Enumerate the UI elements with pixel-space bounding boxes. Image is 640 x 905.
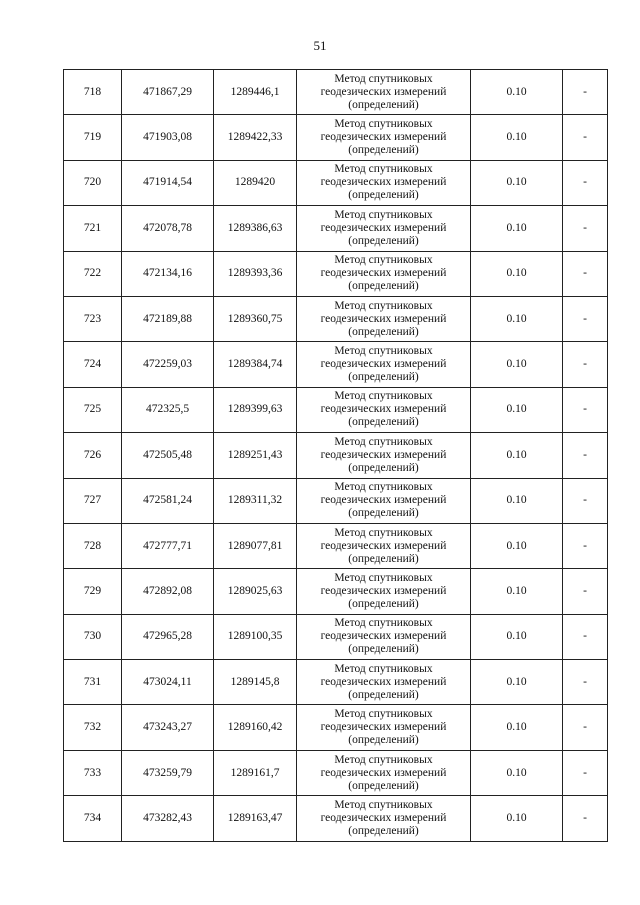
y-coordinate-cell: 1289420: [214, 160, 297, 205]
y-coordinate-cell: 1289145,8: [214, 660, 297, 705]
accuracy-cell: 0.10: [471, 796, 563, 841]
table-row: [64, 115, 608, 160]
method-cell: [297, 70, 471, 115]
y-coordinate-cell: 1289311,32: [214, 478, 297, 523]
note-cell: -: [563, 478, 608, 523]
method-line: геодезических измерений: [320, 811, 447, 824]
method-line: (определений): [348, 552, 419, 565]
method-line: Метод спутниковых: [334, 662, 433, 675]
accuracy-cell: 0.10: [471, 750, 563, 795]
method-line: геодезических измерений: [320, 539, 447, 552]
method-line: геодезических измерений: [320, 85, 447, 98]
accuracy-cell: 0.10: [471, 387, 563, 432]
method-line: Метод спутниковых: [334, 526, 433, 539]
y-coordinate-cell: 1289360,75: [214, 296, 297, 341]
method-cell: [297, 387, 471, 432]
point-number-cell: 720: [64, 160, 122, 205]
method-line: геодезических измерений: [320, 494, 447, 507]
point-number-cell: 730: [64, 614, 122, 659]
method-line: (определений): [348, 189, 419, 202]
method-cell: [297, 342, 471, 387]
y-coordinate-cell: 1289393,36: [214, 251, 297, 296]
method-cell: [297, 796, 471, 841]
note-cell: -: [563, 705, 608, 750]
method-line: геодезических измерений: [320, 630, 447, 643]
point-number-cell: 726: [64, 433, 122, 478]
method-line: Метод спутниковых: [334, 72, 433, 85]
method-line: Метод спутниковых: [334, 299, 433, 312]
x-coordinate-cell: 472965,28: [122, 614, 214, 659]
y-coordinate-cell: 1289025,63: [214, 569, 297, 614]
x-coordinate-cell: 473024,11: [122, 660, 214, 705]
note-cell: -: [563, 70, 608, 115]
point-number-cell: 728: [64, 523, 122, 568]
method-line: Метод спутниковых: [334, 118, 433, 131]
method-line: Метод спутниковых: [334, 617, 433, 630]
table-row: [64, 387, 608, 432]
method-line: Метод спутниковых: [334, 390, 433, 403]
table-row: [64, 569, 608, 614]
table-row: [64, 296, 608, 341]
method-line: Метод спутниковых: [334, 481, 433, 494]
accuracy-cell: 0.10: [471, 660, 563, 705]
method-line: геодезических измерений: [320, 675, 447, 688]
x-coordinate-cell: 473243,27: [122, 705, 214, 750]
method-cell: [297, 569, 471, 614]
table-row: [64, 523, 608, 568]
accuracy-cell: 0.10: [471, 478, 563, 523]
x-coordinate-cell: 472892,08: [122, 569, 214, 614]
table-row: [64, 660, 608, 705]
method-cell: [297, 160, 471, 205]
method-cell: [297, 115, 471, 160]
table-row: [64, 160, 608, 205]
method-line: геодезических измерений: [320, 358, 447, 371]
note-cell: -: [563, 433, 608, 478]
accuracy-cell: 0.10: [471, 70, 563, 115]
x-coordinate-cell: 472581,24: [122, 478, 214, 523]
y-coordinate-cell: 1289251,43: [214, 433, 297, 478]
note-cell: -: [563, 342, 608, 387]
point-number-cell: 732: [64, 705, 122, 750]
method-line: геодезических измерений: [320, 721, 447, 734]
note-cell: -: [563, 296, 608, 341]
y-coordinate-cell: 1289160,42: [214, 705, 297, 750]
y-coordinate-cell: 1289399,63: [214, 387, 297, 432]
point-number-cell: 719: [64, 115, 122, 160]
point-number-cell: 723: [64, 296, 122, 341]
method-line: (определений): [348, 507, 419, 520]
method-cell: [297, 433, 471, 478]
coordinates-table: [63, 69, 608, 842]
accuracy-cell: 0.10: [471, 705, 563, 750]
method-line: Метод спутниковых: [334, 798, 433, 811]
method-line: (определений): [348, 643, 419, 656]
coordinates-table-body: [64, 70, 608, 842]
method-line: Метод спутниковых: [334, 345, 433, 358]
table-row: [64, 750, 608, 795]
method-cell: [297, 750, 471, 795]
method-line: (определений): [348, 461, 419, 474]
y-coordinate-cell: 1289100,35: [214, 614, 297, 659]
table-row: [64, 614, 608, 659]
method-line: (определений): [348, 234, 419, 247]
method-cell: [297, 614, 471, 659]
method-cell: [297, 523, 471, 568]
table-row: [64, 796, 608, 841]
method-line: Метод спутниковых: [334, 208, 433, 221]
method-line: геодезических измерений: [320, 176, 447, 189]
point-number-cell: 729: [64, 569, 122, 614]
note-cell: -: [563, 796, 608, 841]
x-coordinate-cell: 472325,5: [122, 387, 214, 432]
method-line: геодезических измерений: [320, 584, 447, 597]
note-cell: -: [563, 115, 608, 160]
point-number-cell: 724: [64, 342, 122, 387]
accuracy-cell: 0.10: [471, 115, 563, 160]
method-cell: [297, 296, 471, 341]
method-cell: [297, 251, 471, 296]
point-number-cell: 721: [64, 206, 122, 251]
method-line: (определений): [348, 597, 419, 610]
x-coordinate-cell: 472777,71: [122, 523, 214, 568]
method-line: Метод спутниковых: [334, 254, 433, 267]
table-row: [64, 206, 608, 251]
accuracy-cell: 0.10: [471, 160, 563, 205]
point-number-cell: 725: [64, 387, 122, 432]
method-line: геодезических измерений: [320, 267, 447, 280]
x-coordinate-cell: 472189,88: [122, 296, 214, 341]
table-row: [64, 705, 608, 750]
y-coordinate-cell: 1289446,1: [214, 70, 297, 115]
y-coordinate-cell: 1289163,47: [214, 796, 297, 841]
method-line: геодезических измерений: [320, 403, 447, 416]
accuracy-cell: 0.10: [471, 296, 563, 341]
method-line: геодезических измерений: [320, 131, 447, 144]
accuracy-cell: 0.10: [471, 569, 563, 614]
note-cell: -: [563, 387, 608, 432]
accuracy-cell: 0.10: [471, 251, 563, 296]
method-line: (определений): [348, 371, 419, 384]
method-line: (определений): [348, 98, 419, 111]
table-row: [64, 342, 608, 387]
method-line: (определений): [348, 779, 419, 792]
note-cell: -: [563, 251, 608, 296]
x-coordinate-cell: 472505,48: [122, 433, 214, 478]
method-cell: [297, 660, 471, 705]
note-cell: -: [563, 614, 608, 659]
note-cell: -: [563, 750, 608, 795]
point-number-cell: 733: [64, 750, 122, 795]
method-line: Метод спутниковых: [334, 708, 433, 721]
method-line: (определений): [348, 416, 419, 429]
y-coordinate-cell: 1289422,33: [214, 115, 297, 160]
accuracy-cell: 0.10: [471, 614, 563, 659]
point-number-cell: 731: [64, 660, 122, 705]
method-cell: [297, 705, 471, 750]
accuracy-cell: 0.10: [471, 433, 563, 478]
table-row: [64, 251, 608, 296]
y-coordinate-cell: 1289386,63: [214, 206, 297, 251]
table-row: [64, 433, 608, 478]
x-coordinate-cell: 472134,16: [122, 251, 214, 296]
method-line: (определений): [348, 824, 419, 837]
note-cell: -: [563, 660, 608, 705]
method-line: (определений): [348, 280, 419, 293]
x-coordinate-cell: 471867,29: [122, 70, 214, 115]
method-line: Метод спутниковых: [334, 571, 433, 584]
point-number-cell: 727: [64, 478, 122, 523]
accuracy-cell: 0.10: [471, 206, 563, 251]
method-line: Метод спутниковых: [334, 163, 433, 176]
x-coordinate-cell: 472259,03: [122, 342, 214, 387]
method-line: Метод спутниковых: [334, 435, 433, 448]
point-number-cell: 722: [64, 251, 122, 296]
y-coordinate-cell: 1289161,7: [214, 750, 297, 795]
point-number-cell: 718: [64, 70, 122, 115]
point-number-cell: 734: [64, 796, 122, 841]
method-line: (определений): [348, 325, 419, 338]
table-row: [64, 478, 608, 523]
note-cell: -: [563, 206, 608, 251]
table-row: [64, 70, 608, 115]
method-line: (определений): [348, 144, 419, 157]
y-coordinate-cell: 1289077,81: [214, 523, 297, 568]
method-cell: [297, 478, 471, 523]
note-cell: -: [563, 160, 608, 205]
x-coordinate-cell: 473259,79: [122, 750, 214, 795]
method-line: (определений): [348, 688, 419, 701]
method-line: геодезических измерений: [320, 766, 447, 779]
note-cell: -: [563, 523, 608, 568]
page-number: 51: [313, 38, 327, 53]
accuracy-cell: 0.10: [471, 523, 563, 568]
method-line: геодезических измерений: [320, 312, 447, 325]
x-coordinate-cell: 473282,43: [122, 796, 214, 841]
accuracy-cell: 0.10: [471, 342, 563, 387]
x-coordinate-cell: 471903,08: [122, 115, 214, 160]
method-line: геодезических измерений: [320, 221, 447, 234]
method-cell: [297, 206, 471, 251]
note-cell: -: [563, 569, 608, 614]
method-line: (определений): [348, 734, 419, 747]
y-coordinate-cell: 1289384,74: [214, 342, 297, 387]
x-coordinate-cell: 471914,54: [122, 160, 214, 205]
x-coordinate-cell: 472078,78: [122, 206, 214, 251]
method-line: геодезических измерений: [320, 448, 447, 461]
method-line: Метод спутниковых: [334, 753, 433, 766]
